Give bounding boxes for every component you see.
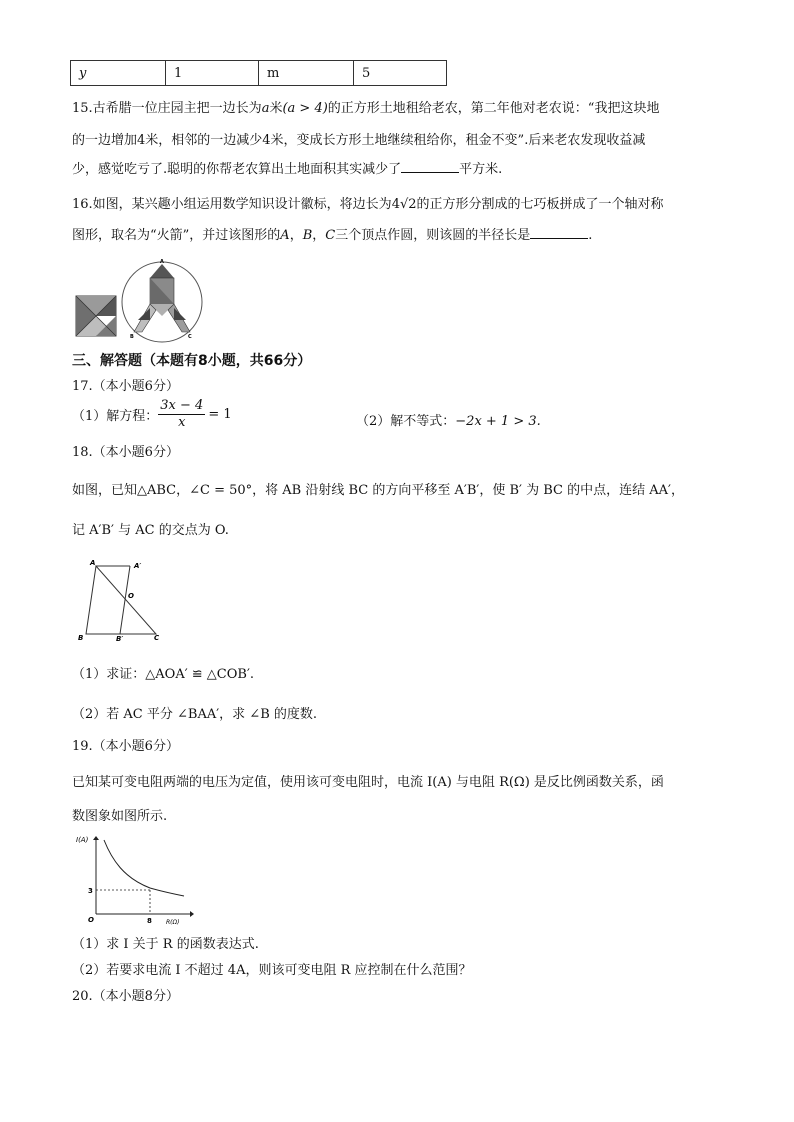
q15-text: 米 xyxy=(269,101,283,116)
q15-text: 少，感觉吃亏了.聪明的你帮老农算出土地面积其实减少了 xyxy=(72,162,402,177)
q16-point-a: A xyxy=(280,228,290,243)
q16-point-c: C xyxy=(325,228,336,243)
q18-line1: 如图，已知△ABC，∠C = 50°，将 AB 沿射线 BC 的方向平移至 A′B′，使 B′ 为 BC 的中点，连结 AA′， xyxy=(72,483,684,498)
fig-label-b: B xyxy=(78,634,84,642)
q19-part1: （1）求 I 关于 R 的函数表达式. xyxy=(72,937,259,952)
graph-origin: O xyxy=(88,916,94,924)
q15-line3 xyxy=(72,160,502,179)
tangram-figure xyxy=(74,258,204,344)
q17-part1 xyxy=(72,398,232,431)
fig-label-a-prime: A′ xyxy=(134,562,142,570)
table-row xyxy=(71,61,447,86)
answer-blank xyxy=(530,226,588,239)
q17-p1-rhs: = 1 xyxy=(208,407,232,422)
q20-heading: 20.（本小题8分） xyxy=(72,989,179,1004)
q15-condition: (a > 4) xyxy=(282,101,328,116)
q16-text: 的正方形分割成的七巧板拼成了一个轴对称 xyxy=(416,197,664,212)
fig-label-a: A xyxy=(90,559,96,567)
q17-heading: 17.（本小题6分） xyxy=(72,379,179,394)
fraction xyxy=(158,398,205,431)
fig-label-c: C xyxy=(188,334,192,340)
q18-part1: （1）求证：△AOA′ ≌ △COB′. xyxy=(72,667,255,682)
q17-part2 xyxy=(356,410,541,429)
fig-label-b-prime: B′ xyxy=(116,635,124,642)
q15-text: 15.古希腊一位庄园主把一边长为 xyxy=(72,101,262,116)
q18-figure xyxy=(74,556,166,642)
q16-point-b: B xyxy=(302,228,313,243)
q16-text: 16.如图，某兴趣小组运用数学知识设计徽标，将边长为 xyxy=(72,197,392,212)
q17-p2-label: （2）解不等式： xyxy=(356,414,456,429)
tangram-square xyxy=(76,296,116,336)
q17-p2-expression: −2x + 1 > 3. xyxy=(455,414,541,429)
q18-part2: （2）若 AC 平分 ∠BAA′，求 ∠B 的度数. xyxy=(72,707,318,722)
answer-blank xyxy=(401,160,459,173)
section-title: 三、解答题（本题有8小题，共66分） xyxy=(72,353,312,369)
fraction-numerator: 3x − 4 xyxy=(160,398,204,413)
graph-y-tick: 3 xyxy=(88,887,93,895)
value-table xyxy=(70,60,447,86)
q15-text: 平方米. xyxy=(459,162,503,177)
q16-text: 图形，取名为“火箭”，并过该图形的 xyxy=(72,228,281,243)
q15-var-a: a xyxy=(261,101,270,116)
q18-line2: 记 A′B′ 与 AC 的交点为 O. xyxy=(72,523,229,538)
q16-side-length: 4√2 xyxy=(391,197,417,212)
q19-line1: 已知某可变电阻两端的电压为定值，使用该可变电阻时，电流 I(A) 与电阻 R(Ω) 是反比例函数关系，函 xyxy=(72,775,664,790)
q16-line1 xyxy=(72,196,664,214)
table-cell: 5 xyxy=(354,61,447,86)
table-cell: y xyxy=(71,61,166,86)
fig-label-o: O xyxy=(128,592,134,600)
q16-line2: 图形，取名为“火箭”，并过该图形的A，B，C三个顶点作圆，则该圆的半径长是 . xyxy=(72,228,593,243)
fig-label-b: B xyxy=(130,334,134,340)
q18-heading: 18.（本小题6分） xyxy=(72,445,179,460)
fraction-denominator: x xyxy=(178,415,186,430)
fig-label-a: A xyxy=(160,259,164,265)
graph-xlabel: R(Ω) xyxy=(166,919,180,926)
q19-graph xyxy=(74,834,194,926)
q19-part2: （2）若要求电流 I 不超过 4A，则该可变电阻 R 应控制在什么范围？ xyxy=(72,963,472,978)
rocket-in-circle xyxy=(122,262,202,342)
fig-label-c: C xyxy=(154,634,160,642)
q15-line2: 的一边增加4米，相邻的一边减少4米，变成长方形土地继续租给你，租金不变”.后来老农发现收益减 xyxy=(72,133,646,148)
graph-x-tick: 8 xyxy=(147,917,152,925)
q19-line2: 数图象如图所示. xyxy=(72,809,168,824)
q15-line1 xyxy=(72,100,659,118)
graph-ylabel: I(A) xyxy=(76,836,89,844)
table-cell: 1 xyxy=(166,61,259,86)
q16-text: 三个顶点作圆，则该圆的半径长是 xyxy=(335,228,531,243)
q16-text: . xyxy=(588,228,593,243)
q15-text: 的正方形土地租给老农，第二年他对老农说：“我把这块地 xyxy=(327,101,660,116)
q17-p1-label: （1）解方程： xyxy=(72,409,159,424)
q19-heading: 19.（本小题6分） xyxy=(72,739,179,754)
table-cell: m xyxy=(259,61,354,86)
